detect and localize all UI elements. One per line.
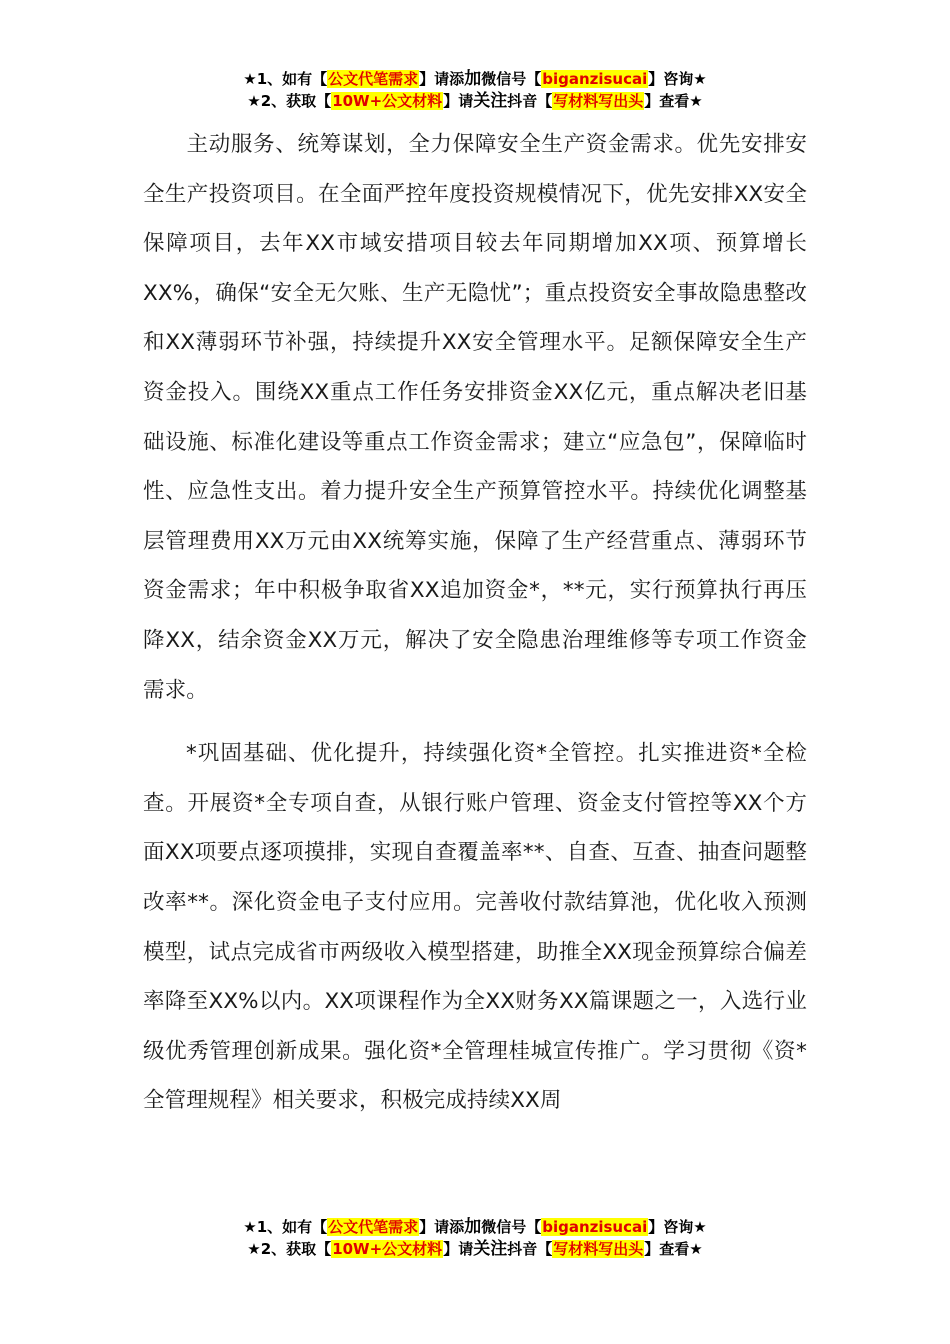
banner-text: 】咨询★ <box>648 70 707 88</box>
banner-text: 抖音【 <box>507 92 553 110</box>
footer-banner-line-2 <box>0 1238 950 1260</box>
header-banner <box>0 68 950 112</box>
banner-highlight: biganzisucai <box>542 1218 648 1236</box>
paragraph-text: *巩固基础、优化提升，持续强化资*全管控。扎实推进资*全检查。开展资*全专项自查，从银行账户管理、资金支付管控等XX个方面XX项要点逐项摸排，实现自查覆盖率**、自查、互查、抽查问题整改率**。深化资金电子支付应用。完善收付款结算池，优化收入预测模型，试点完成省市两级收入模型搭建，助推全XX现金预算综合偏差率降至XX%以内。XX项课程作为全XX财务XX篇课题之一，入选行业级优秀管理创新成果。强化资*全管理桂城宣传推广。学习贯彻《资*全管理规程》相关要求，积极完成持续XX周 <box>143 741 807 1114</box>
banner-highlight: 写材料写出头 <box>553 92 644 110</box>
banner-text: 】请 <box>443 1240 474 1258</box>
banner-text: 抖音【 <box>507 1240 553 1258</box>
banner-text: 】请添 <box>419 1218 465 1236</box>
banner-emphasis: 加 <box>464 1217 482 1237</box>
banner-highlight: biganzisucai <box>542 70 648 88</box>
banner-text: 微信号【 <box>481 1218 542 1236</box>
paragraph-text: 主动服务、统筹谋划，全力保障安全生产资金需求。优先安排安全生产投资项目。在全面严控年度投资规模情况下，优先安排XX安全保障项目，去年XX市域安措项目较去年同期增加XX项、预算增长XX%，确保“安全无欠账、生产无隐忧”；重点投资安全事故隐患整改和XX薄弱环节补强，持续提升XX安全管理水平。足额保障安全生产资金投入。围绕XX重点工作任务安排资金XX亿元，重点解决老旧基础设施、标准化建设等重点工作资金需求；建立“应急包”，保障临时性、应急性支出。着力提升安全生产预算管控水平。持续优化调整基层管理费用XX万元由XX统筹实施，保障了生产经营重点、薄弱环节资金需求；年中积极争取省XX追加资金*，**元，实行预算执行再压降XX，结余资金XX万元，解决了安全隐患治理维修等专项工作资金需求。 <box>143 132 807 703</box>
footer-banner <box>0 1216 950 1260</box>
banner-emphasis: 加 <box>464 69 482 89</box>
document-body <box>143 120 807 1126</box>
banner-text: 】请添 <box>419 70 465 88</box>
header-banner-line-1 <box>0 68 950 90</box>
header-banner-line-2 <box>0 90 950 112</box>
banner-emphasis: 关注 <box>473 1239 508 1259</box>
banner-text: 】查看★ <box>644 1240 703 1258</box>
banner-highlight: 公文代笔需求 <box>328 1218 419 1236</box>
banner-text: 】查看★ <box>644 92 703 110</box>
banner-text: ★2、获取【 <box>247 92 332 110</box>
banner-text: ★1、如有【 <box>243 70 328 88</box>
banner-text: 】咨询★ <box>648 1218 707 1236</box>
banner-text: 】请 <box>443 92 474 110</box>
paragraph <box>143 120 807 715</box>
banner-text: 微信号【 <box>481 70 542 88</box>
banner-highlight: 10W+公文材料 <box>332 92 443 110</box>
banner-text: ★2、获取【 <box>247 1240 332 1258</box>
paragraph <box>143 729 807 1126</box>
banner-highlight: 公文代笔需求 <box>328 70 419 88</box>
banner-text: ★1、如有【 <box>243 1218 328 1236</box>
banner-highlight: 10W+公文材料 <box>332 1240 443 1258</box>
banner-emphasis: 关注 <box>473 91 508 111</box>
footer-banner-line-1 <box>0 1216 950 1238</box>
banner-highlight: 写材料写出头 <box>553 1240 644 1258</box>
